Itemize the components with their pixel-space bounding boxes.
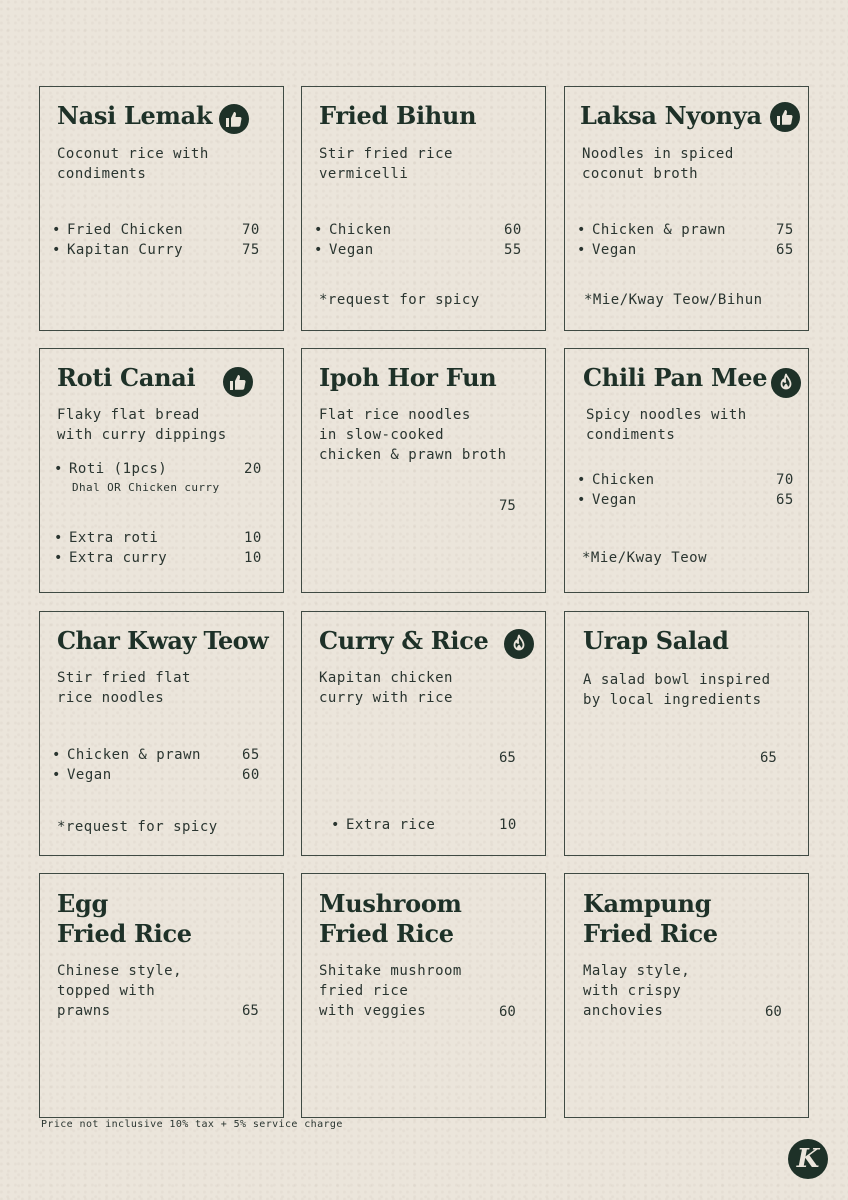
menu-card-curry-rice: Curry & Rice Kapitan chicken curry with rice 65 • Extra rice 10 [301, 611, 546, 856]
flame-icon [771, 368, 801, 398]
dish-title [319, 889, 462, 949]
dish-title-line: Mushroom [319, 889, 462, 918]
thumbs-up-icon [770, 102, 800, 132]
dish-price: 65 [499, 750, 516, 766]
dish-price: 60 [765, 1004, 782, 1020]
dish-note: *Mie/Kway Teow [582, 550, 708, 566]
menu-card-fried-bihun: Fried Bihun Stir fried rice vermicelli • Chicken 60 • Vegan 55 *request for spicy [301, 86, 546, 331]
dish-description: Kapitan chicken curry with rice [319, 670, 453, 706]
dish-title [583, 889, 718, 949]
dish-title: Curry & Rice [319, 626, 489, 655]
dish-title-line: Fried Rice [57, 919, 192, 948]
dish-note: *request for spicy [57, 819, 218, 835]
dish-price: 65 [242, 1003, 259, 1019]
dish-note: *Mie/Kway Teow/Bihun [584, 292, 763, 308]
dish-description: A salad bowl inspired by local ingredients [583, 672, 771, 708]
dish-price: 65 [760, 750, 777, 766]
dish-title: Roti Canai [57, 363, 196, 392]
dish-description: Chinese style, topped with prawns [57, 963, 183, 1019]
menu-card-ipoh-hor-fun [301, 348, 546, 593]
dish-description: Flat rice noodles in slow-cooked chicken & prawn broth [319, 407, 507, 463]
thumbs-up-icon [219, 104, 249, 134]
dish-title: Char Kway Teow [57, 626, 269, 655]
dish-title-line: Fried Rice [319, 919, 454, 948]
dish-sub-note: Dhal OR Chicken curry [72, 481, 220, 494]
tax-footnote: Price not inclusive 10% tax + 5% service charge [41, 1119, 343, 1130]
dish-title: Fried Bihun [319, 101, 477, 130]
dish-title [57, 889, 192, 949]
dish-description: Spicy noodles with condiments [586, 407, 747, 443]
menu-card-urap-salad [564, 611, 809, 856]
dish-description: Stir fried flat rice noodles [57, 670, 191, 706]
thumbs-up-icon [223, 367, 253, 397]
menu-card-char-kway-teow: Char Kway Teow Stir fried flat rice noodles • Chicken & prawn 65 • Vegan 60 *request for spicy [39, 611, 284, 856]
dish-title: Laksa Nyonya [580, 101, 762, 130]
menu-card-mushroom-fried-rice [301, 873, 546, 1118]
dish-title-line: Fried Rice [583, 919, 718, 948]
menu-card-roti-canai: Roti Canai Flaky flat bread with curry dippings • Roti (1pcs) 20 Dhal OR Chicken curry • Extra roti 10 • Extra curry 10 [39, 348, 284, 593]
menu-card-egg-fried-rice [39, 873, 284, 1118]
menu-card-nasi-lemak: Nasi Lemak Coconut rice with condiments • Fried Chicken 70 • Kapitan Curry 75 [39, 86, 284, 331]
dish-title-line: Kampung [583, 889, 712, 918]
dish-title: Ipoh Hor Fun [319, 363, 497, 392]
dish-note: *request for spicy [319, 292, 480, 308]
flame-icon [504, 629, 534, 659]
menu-card-laksa-nyonya: Laksa Nyonya Noodles in spiced coconut broth • Chicken & prawn 75 • Vegan 65 *Mie/Kway Teow/Bihun [564, 86, 809, 331]
dish-title: Urap Salad [583, 626, 729, 655]
dish-description: Stir fried rice vermicelli [319, 146, 453, 182]
dish-title-line: Egg [57, 889, 108, 918]
brand-logo: K [788, 1139, 828, 1179]
dish-description: Noodles in spiced coconut broth [582, 146, 734, 182]
dish-description: Shitake mushroom fried rice with veggies [319, 963, 462, 1019]
dish-description: Coconut rice with condiments [57, 146, 209, 182]
dish-title: Chili Pan Mee [583, 363, 768, 392]
menu-card-kampung-fried-rice [564, 873, 809, 1118]
menu-card-chili-pan-mee: Chili Pan Mee Spicy noodles with condiments • Chicken 70 • Vegan 65 *Mie/Kway Teow [564, 348, 809, 593]
dish-price: 75 [499, 498, 516, 514]
dish-price: 60 [499, 1004, 516, 1020]
dish-description: Flaky flat bread with curry dippings [57, 407, 227, 443]
dish-title: Nasi Lemak [57, 101, 213, 130]
dish-description: Malay style, with crispy anchovies [583, 963, 691, 1019]
